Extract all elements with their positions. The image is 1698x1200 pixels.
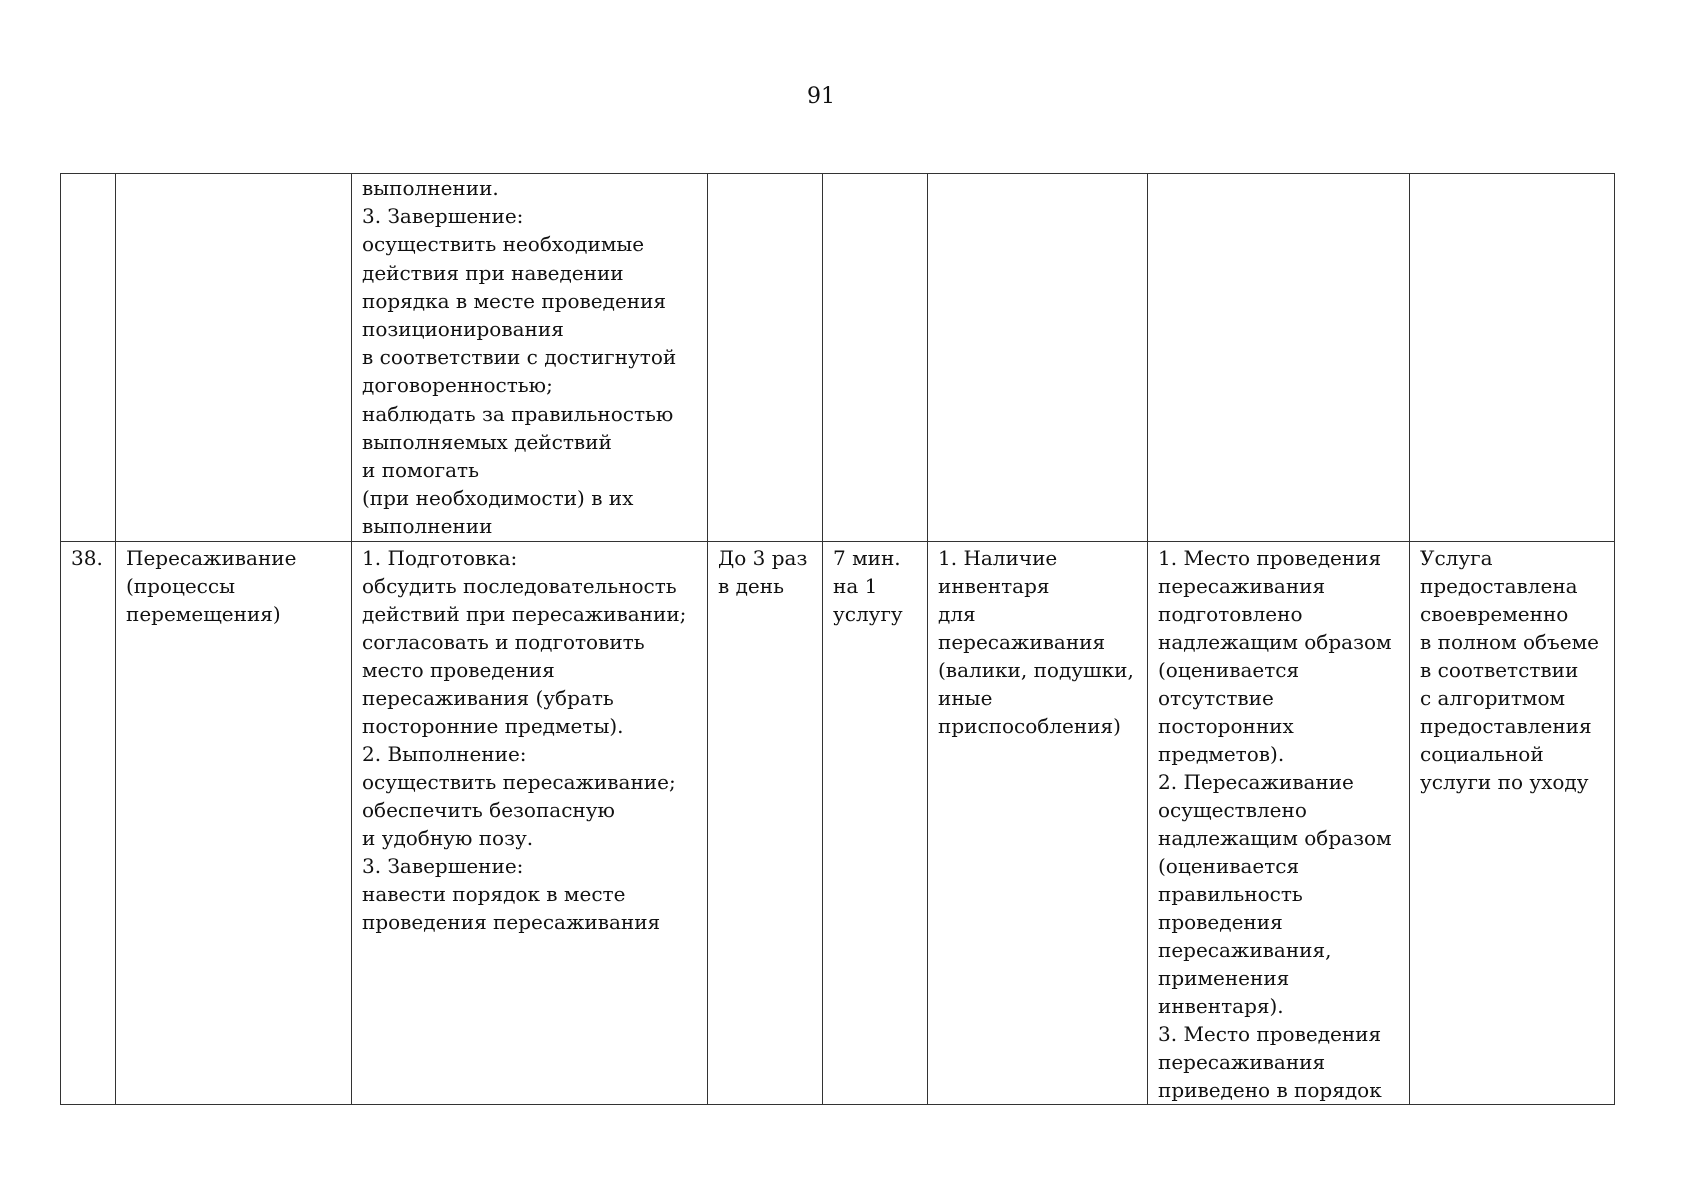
cell-actions: 1. Подготовка: обсудить последовательность действий при пересаживании; согласовать и подготовить место проведения пересаживания (убрать посторонние предметы). 2. Выполнение: осуществить пересаживание; обеспечить безопасную и удобную позу. 3. Завершение: навести порядок в месте проведения пересаживания: [352, 541, 708, 1104]
cell-actions: выполнении. 3. Завершение: осуществить необходимые действия при наведении порядка в месте проведения позиционирования в соответствии с достигнутой договоренностью; наблюдать за правильностью выполняемых действий и помогать (при необходимости) в их выполнении: [352, 174, 708, 542]
cell-duration: [823, 174, 928, 542]
services-table: [60, 173, 1615, 1105]
page-number: 91: [807, 84, 835, 109]
table-row: [61, 174, 1615, 542]
table-row: [61, 541, 1615, 1104]
cell-frequency: [708, 174, 823, 542]
cell-number: [61, 174, 116, 542]
cell-duration: 7 мин. на 1 услугу: [823, 541, 928, 1104]
cell-resources: 1. Наличие инвентаря для пересаживания (валики, подушки, иные приспособления): [928, 541, 1148, 1104]
cell-result: Услуга предоставлена своевременно в полном объеме в соответствии с алгоритмом предоставления социальной услуги по уходу: [1410, 541, 1615, 1104]
cell-quality-indicators: 1. Место проведения пересаживания подготовлено надлежащим образом (оценивается отсутствие посторонних предметов). 2. Пересаживание осуществлено надлежащим образом (оценивается правильность проведения пересаживания, применения инвентаря). 3. Место проведения пересаживания приведено в порядок: [1148, 541, 1410, 1104]
cell-resources: [928, 174, 1148, 542]
cell-service-name: Пересаживание (процессы перемещения): [116, 541, 352, 1104]
cell-number: 38.: [61, 541, 116, 1104]
cell-service-name: [116, 174, 352, 542]
cell-frequency: До 3 раз в день: [708, 541, 823, 1104]
cell-quality-indicators: [1148, 174, 1410, 542]
cell-result: [1410, 174, 1615, 542]
